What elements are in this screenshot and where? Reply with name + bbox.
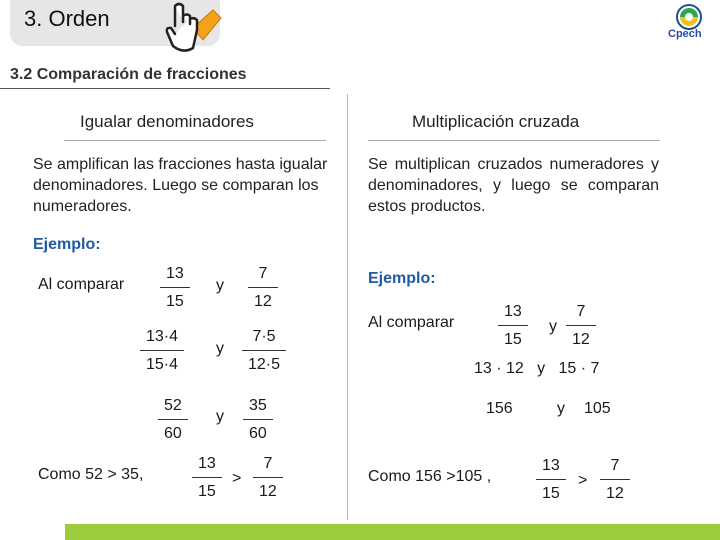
fraction-bar	[243, 419, 273, 420]
pointing-hand-icon	[163, 0, 223, 58]
fraction-bar	[566, 325, 596, 326]
left-row1-fraction-a	[160, 264, 190, 311]
numerator: 13	[542, 457, 560, 474]
left-row3-fraction-a	[158, 396, 188, 443]
numerator: 7	[610, 457, 620, 474]
fraction-bar	[498, 325, 528, 326]
right-compare-label: Al comparar	[368, 314, 455, 331]
footer-accent-bar	[65, 524, 720, 540]
denominator: 12	[572, 331, 590, 348]
denominator: 60	[249, 425, 267, 442]
numerator: 7	[258, 265, 268, 282]
left-row1-conjunction: y	[216, 277, 224, 294]
left-row3-fraction-b	[243, 396, 273, 443]
denominator: 15	[504, 331, 522, 348]
fraction-bar	[158, 419, 188, 420]
fraction-bar	[253, 477, 283, 478]
fraction-bar	[192, 477, 222, 478]
numerator: 7	[576, 303, 586, 320]
numerator: 13	[166, 265, 184, 282]
right-products-line: 13 · 12 y 15 · 7	[474, 360, 600, 377]
denominator: 12	[259, 483, 277, 500]
right-heading-underline	[368, 140, 660, 141]
right-row1-fraction-b	[566, 302, 596, 349]
denominator: 12	[606, 485, 624, 502]
right-conclusion-text: Como 156 >105 ,	[368, 468, 492, 485]
denominator: 15	[198, 483, 216, 500]
numerator: 7	[263, 455, 273, 472]
numerator: 7·5	[252, 328, 276, 345]
left-row3-conjunction: y	[216, 408, 224, 425]
fraction-bar	[600, 479, 630, 480]
fraction-bar	[160, 287, 190, 288]
numerator: 52	[164, 397, 182, 414]
left-conclusion-operator: >	[232, 470, 242, 487]
left-row2-fraction-b	[242, 327, 286, 374]
left-example-label: Ejemplo:	[33, 236, 101, 253]
right-conclusion-fraction-b	[600, 456, 630, 503]
left-heading-underline	[64, 140, 326, 141]
left-row1-fraction-b	[248, 264, 278, 311]
left-row2-fraction-a	[140, 327, 184, 374]
right-row1-fraction-a	[498, 302, 528, 349]
numerator: 13·4	[146, 328, 179, 345]
logo-text: Cpech	[668, 28, 702, 40]
denominator: 15	[166, 293, 184, 310]
left-description: Se amplifican las fracciones hasta igualar denominadores. Luego se comparan los numeradores.	[33, 156, 328, 215]
numerator: 13	[198, 455, 216, 472]
right-example-label: Ejemplo:	[368, 270, 436, 287]
fraction-bar	[248, 287, 278, 288]
left-heading: Igualar denominadores	[80, 112, 254, 131]
left-row2-conjunction: y	[216, 340, 224, 357]
denominator: 12	[254, 293, 272, 310]
denominator: 60	[164, 425, 182, 442]
left-conclusion-fraction-a	[192, 454, 222, 501]
fraction-bar	[242, 350, 286, 351]
column-divider	[347, 94, 348, 520]
right-conclusion-operator: >	[578, 472, 588, 489]
left-compare-label: Al comparar	[38, 276, 125, 293]
denominator: 15·4	[146, 356, 179, 373]
right-result-b: 105	[584, 400, 611, 417]
fraction-bar	[140, 350, 184, 351]
numerator: 13	[504, 303, 522, 320]
fraction-bar	[536, 479, 566, 480]
denominator: 12·5	[248, 356, 281, 373]
right-result-conjunction: y	[557, 400, 565, 417]
right-description: Se multiplican cruzados numeradores y denominadores, y luego se comparan estos productos.	[368, 156, 659, 215]
numerator: 35	[249, 397, 267, 414]
left-conclusion-text: Como 52 > 35,	[38, 466, 144, 483]
right-row1-conjunction: y	[549, 318, 557, 335]
denominator: 15	[542, 485, 560, 502]
right-result-a: 156	[486, 400, 513, 417]
right-heading: Multiplicación cruzada	[412, 112, 580, 131]
left-conclusion-fraction-b	[253, 454, 283, 501]
subtitle: 3.2 Comparación de fracciones	[10, 66, 247, 83]
right-conclusion-fraction-a	[536, 456, 566, 503]
section-title: 3. Orden	[24, 6, 110, 31]
subtitle-underline	[0, 88, 330, 89]
